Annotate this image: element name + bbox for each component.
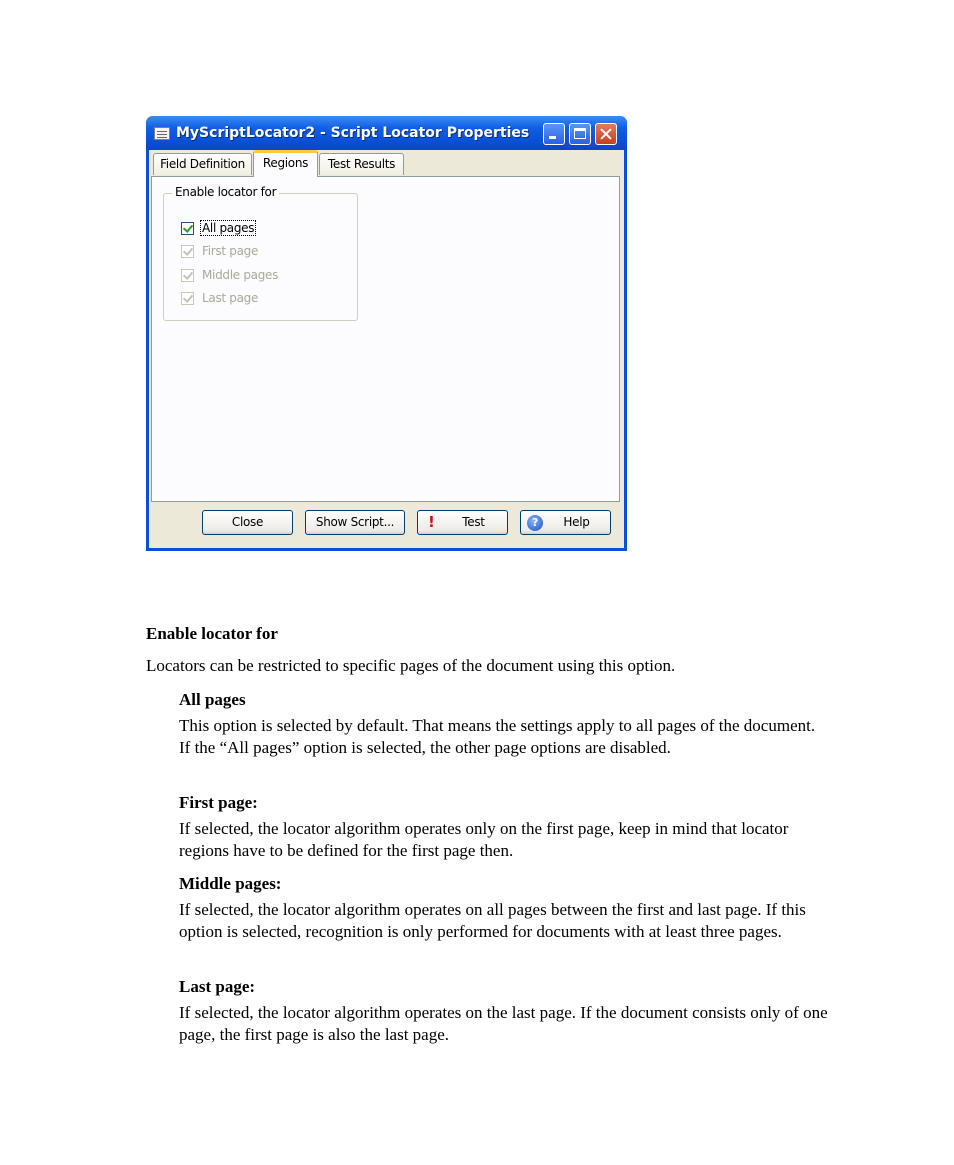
properties-dialog	[146, 116, 627, 551]
tab-panel-regions	[151, 176, 620, 502]
item-term-last-page: Last page:	[179, 977, 256, 996]
window-title: MyScriptLocator2 - Script Locator Properties	[176, 125, 530, 141]
item-text-first-page: If selected, the locator algorithm operates only on the first page, keep in mind that locator regions have to be defined for the first page then.	[179, 819, 789, 860]
maximize-button[interactable]	[569, 123, 591, 145]
exclamation-icon: !	[428, 513, 435, 531]
checkbox-checked-icon	[181, 292, 194, 305]
checkbox-label: Last page	[202, 291, 259, 305]
enable-locator-group	[163, 185, 358, 321]
checkbox-checked-icon	[181, 245, 194, 258]
close-button-label: Close	[231, 515, 264, 529]
tab-regions[interactable]: Regions	[253, 150, 318, 177]
close-window-button[interactable]	[595, 123, 617, 145]
help-button-label: Help	[563, 515, 590, 529]
minimize-button[interactable]	[543, 123, 565, 145]
tab-test-results[interactable]: Test Results	[319, 153, 404, 175]
test-button-label: Test	[462, 515, 485, 529]
show-script-button[interactable]	[305, 510, 405, 535]
item-text-middle-pages: If selected, the locator algorithm operates on all pages between the first and last page. If this option is selected, recognition is only performed for documents with at least three pages.	[179, 900, 806, 941]
item-term-all-pages: All pages	[179, 690, 246, 709]
test-button[interactable]	[417, 510, 508, 535]
checkbox-label: Middle pages	[202, 268, 279, 282]
dialog-client	[149, 150, 624, 548]
item-text-all-pages: This option is selected by default. That means the settings apply to all pages of the document. If the “All pages” option is selected, the other page options are disabled.	[179, 716, 816, 757]
title-bar[interactable]	[146, 116, 627, 150]
checkbox-checked-icon	[181, 269, 194, 282]
close-button[interactable]	[202, 510, 293, 535]
checkbox-label: All pages	[202, 221, 255, 235]
section-heading: Enable locator for	[146, 624, 278, 643]
tab-field-definition[interactable]: Field Definition	[153, 153, 252, 175]
group-label: Enable locator for	[172, 185, 279, 199]
item-term-first-page: First page:	[179, 793, 258, 812]
item-term-middle-pages: Middle pages:	[179, 874, 282, 893]
help-icon: ?	[527, 515, 543, 531]
help-button[interactable]	[520, 510, 611, 535]
item-text-last-page: If selected, the locator algorithm operates on the last page. If the document consists only of one page, the first page is also the last page.	[179, 1003, 828, 1044]
intro-paragraph: Locators can be restricted to specific pages of the document using this option.	[146, 656, 676, 675]
window-menu-icon[interactable]	[154, 127, 170, 140]
show-script-button-label: Show Script...	[315, 515, 395, 529]
checkbox-label: First page	[202, 244, 259, 258]
checkbox-checked-icon[interactable]	[181, 222, 194, 235]
